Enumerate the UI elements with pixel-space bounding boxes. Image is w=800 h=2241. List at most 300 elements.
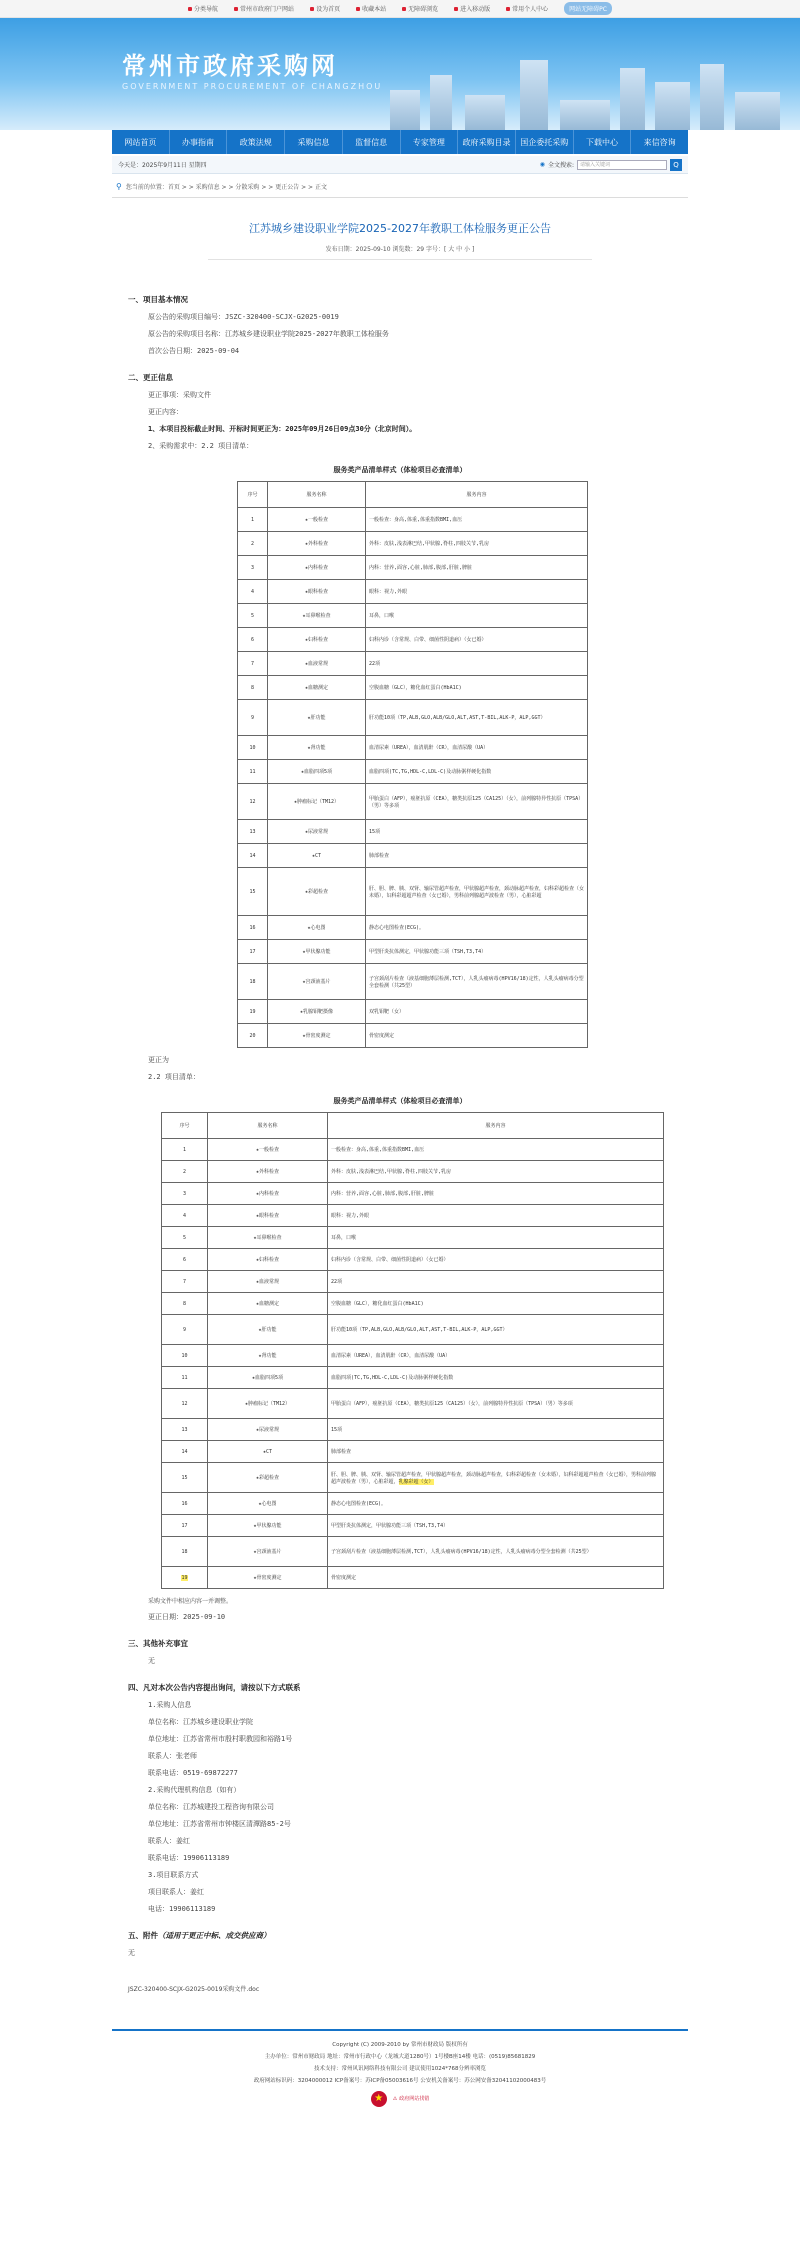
table-cell-text: 3 (250, 564, 254, 571)
table-cell (268, 532, 366, 556)
topbar-link-2[interactable] (310, 4, 340, 13)
table-cell (328, 1493, 664, 1515)
table-cell (208, 1441, 328, 1463)
table-cell (238, 940, 268, 964)
table-cell-text: 22项 (331, 1279, 343, 1285)
table-cell-text: 静态心电图检查(ECG)。 (369, 925, 425, 931)
table-cell (268, 580, 366, 604)
table-cell (208, 1537, 328, 1567)
table-cell (238, 736, 268, 760)
nav-item-3[interactable]: 采购信息 (285, 130, 343, 154)
table-row (162, 1567, 664, 1589)
project-info-line: 首次公告日期：2025-09-04 (148, 347, 240, 355)
table-row (162, 1419, 664, 1441)
table-cell (366, 964, 588, 1000)
table-row (238, 532, 588, 556)
table-row (238, 844, 588, 868)
table-cell (208, 1183, 328, 1205)
footer-support: 技术支持：常州风讯网络科技有限公司 建议使用1024*768分辨率浏览 (314, 2066, 486, 2072)
site-banner (0, 18, 800, 130)
table-cell-text: ★肝功能 (307, 715, 326, 721)
table-cell (238, 868, 268, 916)
project-info-line: 原公告的采购项目名称：江苏城乡建设职业学院2025-2027年教职工体检服务 (148, 330, 389, 338)
footer-logos (112, 2091, 688, 2107)
table-cell-text: 外科：皮肤,浅表淋巴结,甲状腺,脊柱,四肢关节,乳房 (331, 1169, 452, 1175)
table-cell-text: 耳鼻，口喉 (369, 613, 395, 619)
table-cell (208, 1293, 328, 1315)
table-row (238, 784, 588, 820)
table-cell-text: 肝功能10项（TP,ALB,GLO,ALB/GLO,ALT,AST,T-BIL,ALK-P，ALP,GGT） (331, 1327, 508, 1333)
table-cell-text: ★肾功能 (307, 745, 326, 751)
table-cell-text: ★CT (262, 1448, 273, 1455)
section-correction-info: 二、更正信息 (128, 373, 173, 382)
table-cell-text: 血清尿素（UREA），血清肌酐（CR），血清尿酸（UA） (369, 745, 489, 751)
table-cell (208, 1567, 328, 1589)
table-cell-text: 肝、胆、脾、胰、双肾、输尿管超声检查，甲状腺超声检查，颈动脉超声检查，妇科彩超检查（女未婚），妇科彩超超声检查（女已婚），男科前列腺超声波检查（男），心脏彩超， (331, 1471, 657, 1485)
search-box (540, 159, 682, 171)
table-cell-text: 肺部检查 (331, 1449, 352, 1455)
table-cell (268, 556, 366, 580)
nav-item-1[interactable]: 办事指南 (170, 130, 228, 154)
table-cell-text: 9 (182, 1326, 186, 1333)
table-cell-text: ★血糖测定 (255, 1301, 279, 1307)
table-cell-text: ★耳鼻喉检查 (302, 613, 331, 619)
table-cell (162, 1183, 208, 1205)
table-cell-text: 14 (181, 1448, 188, 1455)
table-cell (366, 1024, 588, 1048)
table-cell (328, 1537, 664, 1567)
search-input[interactable]: 请输入关键词 (577, 160, 667, 170)
table-cell-text: ★彩超检查 (304, 889, 328, 895)
correction-item-1: 1、本项目投标截止时间、开标时间更正为：2025年09月26日09点30分（北京时间）。 (148, 425, 417, 433)
table-cell-text: 肝、胆、脾、胰、双肾、输尿管超声检查，甲状腺超声检查，颈动脉超声检查，妇科彩超检查（女未婚），妇科彩超超声检查（女已婚），男科前列腺超声波检查（男），心脏彩超 (369, 885, 585, 899)
table-cell-text: 4 (182, 1212, 186, 1219)
table-cell-text: ★眼科检查 (304, 589, 328, 595)
table-cell-text: 11 (249, 768, 256, 775)
nav-item-8[interactable]: 下载中心 (574, 130, 632, 154)
nav-item-4[interactable]: 监督信息 (343, 130, 401, 154)
table-cell (366, 556, 588, 580)
corrected-to-label: 更正为 (148, 1056, 169, 1064)
elder-mode-button[interactable]: 网站无障碍PC (564, 2, 612, 15)
table-cell (162, 1367, 208, 1389)
table-cell (328, 1463, 664, 1493)
contact-info-line: 联系人：张老师 (148, 1752, 197, 1760)
table-cell-text: 血脂四项(TC,TG,HDL-C,LDL-C)及动脉粥样硬化指数 (369, 769, 492, 775)
table-row (162, 1463, 664, 1493)
topbar-link-label: 无障碍浏览 (408, 6, 439, 13)
table-row (238, 508, 588, 532)
accessibility-icon (402, 7, 406, 11)
table-cell-text: 11 (181, 1374, 188, 1381)
table-cell (268, 868, 366, 916)
table-cell (238, 1024, 268, 1048)
table-cell-text: ★内科检查 (255, 1191, 279, 1197)
table-row (162, 1515, 664, 1537)
table-cell-text: 骨密度测定 (331, 1575, 357, 1581)
table-cell (366, 868, 588, 916)
contact-info-line: 电话：19906113189 (148, 1905, 216, 1913)
mobile-icon (454, 7, 458, 11)
table-cell (162, 1537, 208, 1567)
home-icon (234, 7, 238, 11)
table-cell (238, 580, 268, 604)
table-cell-text: 6 (182, 1256, 186, 1263)
table-cell (366, 508, 588, 532)
table-cell-text: 12 (181, 1400, 188, 1407)
table-cell (208, 1139, 328, 1161)
table-cell-text: 一般检查：身高,体重,体重指数BMI,血压 (331, 1147, 425, 1153)
table-row (238, 1000, 588, 1024)
correction-matter: 更正事项：采购文件 (148, 391, 211, 399)
table-cell-text: 2 (182, 1168, 186, 1175)
topbar-link-1[interactable] (234, 4, 294, 13)
table-row (238, 604, 588, 628)
search-icon: ◉ (539, 161, 545, 168)
table-cell (268, 676, 366, 700)
table-row (162, 1315, 664, 1345)
nav-item-6[interactable]: 政府采购目录 (458, 130, 516, 154)
table-row (238, 760, 588, 784)
table-cell-text: 眼科：视力,外眼 (369, 589, 408, 595)
table-cell (238, 628, 268, 652)
nav-item-0[interactable]: 网站首页 (112, 130, 170, 154)
table-cell (208, 1367, 328, 1389)
table-cell-text: 17 (249, 948, 256, 955)
table-cell-text: ★血液常规 (304, 661, 328, 667)
table-cell-text: ★甲状腺功能 (302, 949, 331, 955)
table-cell-text: 8 (182, 1300, 186, 1307)
table-cell (328, 1345, 664, 1367)
table-cell (328, 1227, 664, 1249)
table-cell (208, 1161, 328, 1183)
table-cell-text: ★心电图 (307, 925, 326, 931)
table-cell-text: ★耳鼻喉检查 (253, 1235, 282, 1241)
contact-info-line: 单位名称：江苏城建投工程咨询有限公司 (148, 1803, 274, 1811)
contact-info-line: 1.采购人信息 (148, 1701, 192, 1709)
table-cell-text: ★妇科检查 (255, 1257, 279, 1263)
table-cell (208, 1315, 328, 1345)
star-icon (356, 7, 360, 11)
section-attachment: 五、附件（适用于更正中标、成交供应商） (128, 1931, 271, 1940)
table-cell (328, 1183, 664, 1205)
table-cell-text: 内科：营养,面容,心脏,肺部,腹部,肝脏,脾脏 (369, 565, 473, 571)
table-cell (208, 1249, 328, 1271)
table-cell-text: 15项 (369, 829, 381, 835)
table-cell-text: 妇科内诊（含常规、白带、细菌性阴道病）（女已婚） (369, 637, 487, 643)
table-cell (162, 1139, 208, 1161)
table-cell (268, 652, 366, 676)
home-icon (310, 7, 314, 11)
service-table-corrected (161, 1112, 664, 1589)
section-contact: 四、凡对本次公告内容提出询问，请按以下方式联系 (128, 1683, 301, 1692)
correction-date: 更正日期：2025-09-10 (148, 1613, 226, 1621)
table-row (162, 1249, 664, 1271)
table-cell (162, 1567, 208, 1589)
table-header-cell: 服务名称 (208, 1113, 328, 1139)
table-cell-text: ★内科检查 (304, 565, 328, 571)
table-cell (162, 1419, 208, 1441)
nav-item-2[interactable]: 政策法规 (227, 130, 285, 154)
table-cell-text: 肺部检查 (369, 853, 390, 859)
table-cell (208, 1227, 328, 1249)
table-cell (238, 760, 268, 784)
table-cell-text: 耳鼻，口喉 (331, 1235, 357, 1241)
table-cell (238, 964, 268, 1000)
table-cell (238, 556, 268, 580)
table-cell (328, 1315, 664, 1345)
table-cell-text: 骨密度测定 (369, 1033, 395, 1039)
footer-record: 政府网站标识码：3204000012 ICP备案号：苏ICP备05003616号 公安机关备案号：苏公网安备32041102000483号 (253, 2078, 547, 2084)
contact-info-line: 2.采购代理机构信息（如有） (148, 1786, 241, 1794)
table-row (238, 556, 588, 580)
table-cell-text: 16 (181, 1500, 188, 1507)
table-row (162, 1271, 664, 1293)
table-cell-text: 9 (250, 714, 254, 721)
search-label: 全文搜索: (547, 162, 574, 169)
warning-icon: ⚠ (392, 2096, 398, 2102)
table-cell (268, 940, 366, 964)
table-cell (328, 1293, 664, 1315)
article-title: 江苏城乡建设职业学院2025-2027年教职工体检服务更正公告 (249, 222, 551, 235)
topbar-link-6[interactable] (506, 4, 548, 13)
table-cell-text: 双乳钼靶（女） (369, 1009, 405, 1015)
table-cell (208, 1419, 328, 1441)
table-cell (268, 1000, 366, 1024)
table-cell (238, 1000, 268, 1024)
party-emblem-icon[interactable]: ★ (371, 2091, 387, 2107)
table-row (238, 700, 588, 736)
topbar-link-label: 分类导航 (194, 6, 219, 13)
table-cell (238, 784, 268, 820)
table-cell-text: 6 (250, 636, 254, 643)
location-pin-icon: ⚲ (116, 182, 122, 191)
table-cell-text: 13 (249, 828, 256, 835)
table-header-row (162, 1113, 664, 1139)
table-cell-text: 甲型肝炎抗体测定，甲状腺功能三项（TSH,T3,T4） (369, 949, 487, 955)
table-row (238, 1024, 588, 1048)
contact-info-line: 单位名称：江苏城乡建设职业学院 (148, 1718, 253, 1726)
table-cell-text: ★外科检查 (255, 1169, 279, 1175)
table-row (162, 1227, 664, 1249)
topbar-link-label: 设为首页 (316, 6, 341, 13)
project-info-line: 原公告的采购项目编号：JSZC-320400-SCJX-G2025-0019 (148, 313, 339, 321)
contact-info-line: 3.项目联系方式 (148, 1871, 199, 1879)
table-cell-text: ★妇科检查 (304, 637, 328, 643)
table-cell (208, 1271, 328, 1293)
table-cell-text: ★彩超检查 (255, 1475, 279, 1481)
table-cell (208, 1389, 328, 1419)
table-cell (268, 628, 366, 652)
table-row (238, 628, 588, 652)
table-row (162, 1293, 664, 1315)
table-cell-text: 10 (181, 1352, 188, 1359)
table-cell-text: 5 (250, 612, 254, 619)
table-cell-text: ★尿液常规 (304, 829, 328, 835)
table-cell (238, 844, 268, 868)
table-row (238, 736, 588, 760)
table-cell (328, 1249, 664, 1271)
table-cell-text: 内科：营养,面容,心脏,肺部,腹部,肝脏,脾脏 (331, 1191, 435, 1197)
table-row (238, 868, 588, 916)
attachment-link[interactable]: JSZC-320400-SCJX-G2025-0019采购文件.doc (128, 1986, 260, 1993)
table-cell (208, 1493, 328, 1515)
table-header-cell: 序号 (162, 1113, 208, 1139)
table-cell (268, 736, 366, 760)
table-row (162, 1139, 664, 1161)
table-cell (366, 604, 588, 628)
top-utility-bar (0, 0, 800, 18)
attachment-none-text: 无 (128, 1949, 135, 1957)
table-cell-text: ★一般检查 (255, 1147, 279, 1153)
today-date: 今天是：2025年9月11日 星期四 (118, 162, 207, 169)
table-cell-text: 17 (181, 1522, 188, 1529)
table-cell-text: 3 (182, 1190, 186, 1197)
city-skyline-illustration (370, 50, 790, 130)
table-row (162, 1441, 664, 1463)
nav-item-5[interactable]: 专家管理 (401, 130, 459, 154)
table-cell (366, 760, 588, 784)
table-cell-text: 16 (249, 924, 256, 931)
project-list-label: 2.2 项目清单： (148, 1073, 200, 1081)
table-cell-text: 血清尿素（UREA），血清肌酐（CR），血清尿酸（UA） (331, 1353, 451, 1359)
table-cell (328, 1367, 664, 1389)
table-cell (328, 1419, 664, 1441)
table-cell (162, 1441, 208, 1463)
table-cell (162, 1293, 208, 1315)
gov-error-report-badge[interactable]: ⚠ 政府网站找错 (393, 2091, 430, 2107)
topbar-link-0[interactable] (188, 4, 218, 13)
table-cell-text: 19 (249, 1008, 256, 1015)
table-cell (366, 580, 588, 604)
table-cell-text: 一般检查：身高,体重,体重指数BMI,血压 (369, 517, 463, 523)
table-cell-text: ★血脂四项5项 (251, 1375, 284, 1381)
table-cell-text: ★心电图 (258, 1501, 277, 1507)
table-cell (238, 604, 268, 628)
other-matters-text: 无 (148, 1657, 155, 1665)
topbar-link-label: 常州市政府门户网站 (240, 6, 295, 13)
table-header-cell: 服务名称 (268, 482, 366, 508)
table-cell (208, 1515, 328, 1537)
footer-copyright: Copyright (C) 2009-2010 by 常州市财政局 版权所有 (332, 2042, 468, 2048)
table-cell-text: ★肝功能 (258, 1327, 277, 1333)
table-row (162, 1493, 664, 1515)
table-cell-text: ★眼科检查 (255, 1213, 279, 1219)
article-meta: 发布日期：2025-09-10 浏览数：29 字号：[ 大 中 小 ] (208, 244, 592, 260)
table-cell (238, 820, 268, 844)
table-cell-text: ★乳腺钼靶摄像 (299, 1009, 333, 1015)
table-cell (162, 1249, 208, 1271)
table-cell (238, 532, 268, 556)
table-cell-text: 12 (249, 798, 256, 805)
table-cell-text: 眼科：视力,外眼 (331, 1213, 370, 1219)
table-cell (162, 1515, 208, 1537)
table-cell-text: ★血液常规 (255, 1279, 279, 1285)
table-cell (366, 700, 588, 736)
table1-title: 服务类产品清单样式（体检项目必查清单） (333, 466, 467, 474)
table-row (162, 1183, 664, 1205)
table-cell-text: 5 (182, 1234, 186, 1241)
date-search-bar (112, 156, 688, 174)
article-container (112, 197, 688, 2029)
table-cell-text: 肝功能10项（TP,ALB,GLO,ALB/GLO,ALT,AST,T-BIL,ALK-P，ALP,GGT） (369, 715, 546, 721)
table-cell-text: ★骨密度测定 (253, 1575, 282, 1581)
table-cell (366, 736, 588, 760)
table-cell-text: 4 (250, 588, 254, 595)
dropdown-icon (188, 7, 192, 11)
table-cell (366, 652, 588, 676)
table-cell-text: 外科：皮肤,浅表淋巴结,甲状腺,脊柱,四肢关节,乳房 (369, 541, 490, 547)
main-nav (112, 130, 688, 154)
topbar-link-4[interactable] (402, 4, 438, 13)
table-cell (268, 820, 366, 844)
table-cell (366, 940, 588, 964)
table-cell (366, 628, 588, 652)
nav-item-7[interactable]: 国企委托采购 (516, 130, 574, 154)
nav-item-9[interactable]: 来信咨询 (643, 137, 676, 147)
table-cell (366, 532, 588, 556)
table-cell (268, 916, 366, 940)
topbar-link-5[interactable] (454, 4, 490, 13)
table-cell-text: 15项 (331, 1427, 343, 1433)
table-cell-text: ★肾功能 (258, 1353, 277, 1359)
breadcrumb-text[interactable]: 您当前的位置：首页 > > 采购信息 > > 分散采购 > > 更正公告 > > 正文 (125, 184, 327, 191)
breadcrumb (112, 182, 688, 191)
table-cell-text: ★血糖测定 (304, 685, 328, 691)
table-cell-text: ★肿瘤标记（TM12） (293, 799, 340, 805)
table-cell (238, 508, 268, 532)
table-cell (328, 1567, 664, 1589)
table-row (238, 676, 588, 700)
table-cell (162, 1271, 208, 1293)
site-title: 常州市政府采购网 (122, 51, 338, 80)
table-cell (162, 1345, 208, 1367)
table-cell-text: ★尿液常规 (255, 1427, 279, 1433)
table-cell (162, 1315, 208, 1345)
table-cell (268, 700, 366, 736)
table-cell (328, 1161, 664, 1183)
table-cell-text: 空腹血糖（GLC），糖化血红蛋白(HbA1C) (369, 685, 462, 691)
correction-content-label: 更正内容： (148, 408, 183, 416)
table-cell-text: 15 (181, 1474, 188, 1481)
table-cell-text: 静态心电图检查(ECG)。 (331, 1501, 387, 1507)
table-cell (162, 1493, 208, 1515)
table-cell-text: 7 (250, 660, 254, 667)
table-cell-text: ★外科检查 (304, 541, 328, 547)
table-cell-text: 妇科内诊（含常规、白带、细菌性阴道病）（女已婚） (331, 1257, 449, 1263)
contact-info-line: 联系电话：19906113189 (148, 1854, 230, 1862)
user-icon (506, 7, 510, 11)
table-cell-text: 1 (250, 516, 254, 523)
table-cell-text: 19 (181, 1574, 188, 1581)
footer-host: 主办单位：常州市财政局 地址：常州市行政中心（龙城大道1280号）1号楼B座14楼 电话：(0519)85681829 (264, 2054, 536, 2060)
table-cell (328, 1389, 664, 1419)
table-row (238, 940, 588, 964)
table-cell (268, 604, 366, 628)
table-cell-text: 子宫颈刮片检查（液基细胞薄层检测,TCT），人乳头瘤病毒(HPV16/18)定性，人乳头瘤病毒分型全套检测（共25型） (331, 1549, 592, 1555)
table-cell-text: ★血脂四项5项 (300, 769, 333, 775)
search-button[interactable]: Q (670, 159, 682, 171)
table-cell (162, 1227, 208, 1249)
table-cell-text: 22项 (369, 661, 381, 667)
table-cell (328, 1515, 664, 1537)
table-cell-text: 7 (182, 1278, 186, 1285)
table-cell (366, 916, 588, 940)
topbar-link-label: 常用个人中心 (512, 6, 549, 13)
topbar-link-3[interactable] (356, 4, 386, 13)
table-cell-text: 13 (181, 1426, 188, 1433)
table-cell (162, 1463, 208, 1493)
